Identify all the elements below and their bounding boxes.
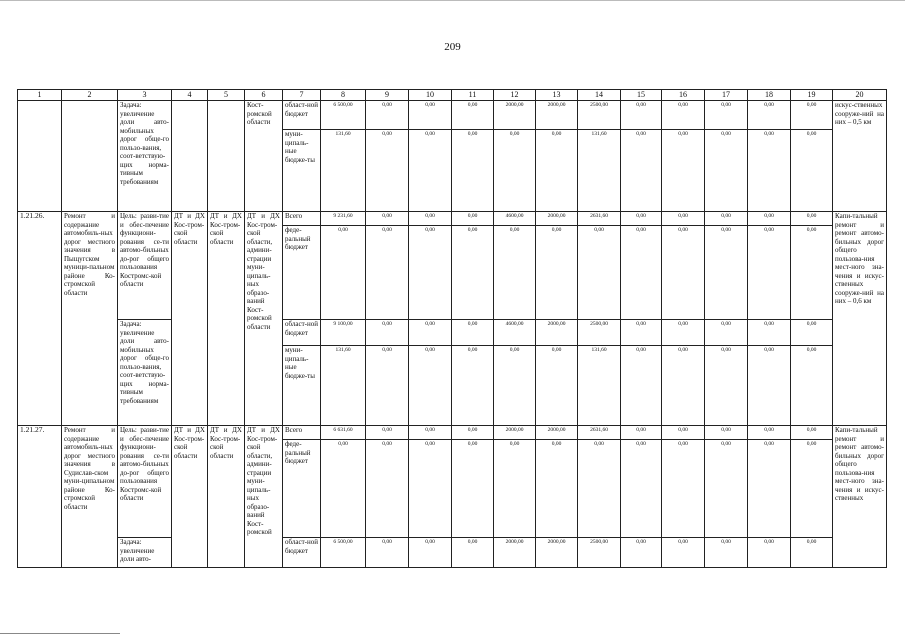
value-cell: 0,00: [366, 226, 409, 320]
value-cell: 0,00: [536, 226, 578, 320]
value-cell: 0,00: [536, 346, 578, 426]
row-code: 1.21.27.: [18, 426, 62, 568]
value-cell: 0,00: [409, 226, 452, 320]
value-cell: 0,00: [452, 226, 494, 320]
value-cell: 0,00: [452, 130, 494, 212]
value-cell: 0,00: [621, 346, 662, 426]
header-col-4: 4: [172, 90, 208, 101]
value-cell: 2000,00: [536, 538, 578, 568]
value-cell: 2000,00: [494, 101, 536, 130]
value-cell: 0,00: [536, 440, 578, 538]
header-col-5: 5: [208, 90, 245, 101]
value-cell: 2500,00: [578, 101, 621, 130]
value-cell: 0,00: [494, 130, 536, 212]
value-cell: 2000,00: [536, 320, 578, 346]
value-cell: 0,00: [621, 320, 662, 346]
header-col-19: 19: [791, 90, 833, 101]
header-col-10: 10: [409, 90, 452, 101]
header-col-6: 6: [245, 90, 283, 101]
value-cell: 2000,00: [494, 538, 536, 568]
value-cell: 2000,00: [536, 426, 578, 440]
task-cell: Задача: увеличение доли авто-мобильных дорог обще-го пользо-вания, соот-ветствую-щих норма-тивным требованиям: [118, 101, 172, 212]
header-col-13: 13: [536, 90, 578, 101]
value-cell: 0,00: [452, 346, 494, 426]
value-cell: 0,00: [366, 440, 409, 538]
source-cell: Всего: [283, 426, 321, 440]
table-row: [18, 426, 887, 440]
source-cell: Всего: [283, 212, 321, 226]
value-cell: 0,00: [494, 226, 536, 320]
header-col-11: 11: [452, 90, 494, 101]
value-cell: 0,00: [409, 440, 452, 538]
table-row: [18, 538, 887, 568]
value-cell: 0,00: [662, 320, 705, 346]
header-col-16: 16: [662, 90, 705, 101]
value-cell: 0,00: [366, 320, 409, 346]
value-cell: 0,00: [791, 320, 833, 346]
scan-footnote-line: [0, 633, 120, 634]
value-cell: 0,00: [621, 538, 662, 568]
page-number: 209: [444, 41, 461, 53]
value-cell: 0,00: [705, 101, 748, 130]
goal-cell: Цель: разви-тие и обес-печение функциони-рования се-ти автомо-бильных до-рог общего пользования Костромс-кой области: [118, 212, 172, 320]
value-cell: 0,00: [578, 226, 621, 320]
value-cell: 0,00: [748, 101, 791, 130]
value-cell: 0,00: [791, 130, 833, 212]
value-cell: 0,00: [662, 426, 705, 440]
value-cell: 0,00: [705, 212, 748, 226]
row-name: Ремонт и содержание автомобиль-ных дорог местного значения в Судислав-ском муни-ципальном районе Ко-стромской области: [62, 426, 118, 568]
value-cell: 2000,00: [494, 426, 536, 440]
value-cell: 0,00: [748, 440, 791, 538]
value-cell: 0,00: [705, 320, 748, 346]
exec-cell: ДТ и ДХ Кос-тром-ской области, админи-страции муни-ципаль-ных образо-ваний Кост-ромской: [245, 426, 283, 568]
header-col-7: 7: [283, 90, 321, 101]
value-cell: 0,00: [662, 226, 705, 320]
value-cell: 0,00: [621, 101, 662, 130]
result-cell: Капи-тальный ремонт и ремонт автомо-бильных дорог общего пользова-ния мест-ного зна-чения и искус-ственных: [833, 426, 887, 568]
value-cell: 0,00: [705, 538, 748, 568]
exec-cell: ДТ и ДХ Кос-тром-ской области: [208, 212, 245, 426]
value-cell: 0,00: [748, 226, 791, 320]
source-cell: муни-ципаль-ные бюдже-ты: [283, 130, 321, 212]
value-cell: 0,00: [748, 538, 791, 568]
value-cell: 0,00: [662, 346, 705, 426]
value-cell: 0,00: [409, 320, 452, 346]
value-cell: 0,00: [791, 226, 833, 320]
value-cell: 0,00: [748, 346, 791, 426]
value-cell: 0,00: [409, 130, 452, 212]
value-cell: 0,00: [748, 426, 791, 440]
value-cell: 0,00: [662, 440, 705, 538]
value-cell: 0,00: [791, 426, 833, 440]
value-cell: 131,60: [321, 346, 366, 426]
value-cell: 0,00: [409, 426, 452, 440]
exec-cell-empty: [172, 101, 208, 212]
header-col-3: 3: [118, 90, 172, 101]
value-cell: 0,00: [791, 212, 833, 226]
value-cell: 0,00: [366, 426, 409, 440]
header-col-17: 17: [705, 90, 748, 101]
budget-table: [17, 89, 887, 568]
value-cell: 6 500,00: [321, 101, 366, 130]
result-cell: Капи-тальный ремонт и ремонт автомо-бильных дорог общего пользова-ния мест-ного зна-чения и искус-ственных сооруже-ний на них – 0,6 км: [833, 212, 887, 426]
value-cell: 2631,60: [578, 212, 621, 226]
value-cell: 4600,00: [494, 212, 536, 226]
value-cell: 0,00: [791, 440, 833, 538]
value-cell: 0,00: [409, 538, 452, 568]
value-cell: 0,00: [409, 212, 452, 226]
value-cell: 0,00: [621, 440, 662, 538]
source-cell: феде-ральный бюджет: [283, 440, 321, 538]
value-cell: 0,00: [366, 130, 409, 212]
row-code: 1.21.26.: [18, 212, 62, 426]
value-cell: 0,00: [621, 130, 662, 212]
value-cell: 4600,00: [494, 320, 536, 346]
value-cell: 0,00: [621, 426, 662, 440]
value-cell: 0,00: [494, 346, 536, 426]
value-cell: 0,00: [452, 101, 494, 130]
value-cell: 0,00: [748, 130, 791, 212]
value-cell: 0,00: [452, 426, 494, 440]
value-cell: 2000,00: [536, 212, 578, 226]
value-cell: 0,00: [409, 101, 452, 130]
value-cell: 0,00: [366, 212, 409, 226]
result-cell: искус-ственных сооруже-ний на них – 0,5 км: [833, 101, 887, 212]
value-cell: 0,00: [662, 212, 705, 226]
value-cell: 0,00: [321, 440, 366, 538]
value-cell: 0,00: [321, 226, 366, 320]
table-row: [18, 101, 887, 130]
header-col-9: 9: [366, 90, 409, 101]
exec-cell: ДТ и ДХ Кос-тром-ской области: [172, 212, 208, 426]
value-cell: 0,00: [452, 538, 494, 568]
value-cell: 0,00: [452, 212, 494, 226]
value-cell: 6 500,00: [321, 538, 366, 568]
value-cell: 0,00: [366, 538, 409, 568]
exec-cell: ДТ и ДХ Кос-тром-ской области, админи-страции муни-ципаль-ных образо-ваний Кост-ромской области: [245, 212, 283, 426]
value-cell: 0,00: [705, 440, 748, 538]
value-cell: 2500,00: [578, 320, 621, 346]
source-cell: феде-ральный бюджет: [283, 226, 321, 320]
exec-cell: ДТ и ДХ Кос-тром-ской области: [208, 426, 245, 568]
source-cell: област-ной бюджет: [283, 320, 321, 346]
value-cell: 0,00: [791, 101, 833, 130]
value-cell: 0,00: [662, 101, 705, 130]
header-row: [18, 90, 887, 101]
value-cell: 0,00: [748, 212, 791, 226]
source-cell: област-ной бюджет: [283, 538, 321, 568]
source-cell: муни-ципаль-ные бюдже-ты: [283, 346, 321, 426]
value-cell: 0,00: [621, 212, 662, 226]
value-cell: 0,00: [791, 346, 833, 426]
row-name: Ремонт и содержание автомобиль-ных дорог местного значения в Пыщугском муници-пальном районе Ко-стромской области: [62, 212, 118, 426]
value-cell: 0,00: [578, 440, 621, 538]
value-cell: 0,00: [366, 101, 409, 130]
value-cell: 0,00: [705, 130, 748, 212]
value-cell: 0,00: [621, 226, 662, 320]
header-col-1: 1: [18, 90, 62, 101]
goal-cell: Цель: разви-тие и обес-печение функциони-рования се-ти автомо-бильных до-рог общего пользования Костромс-кой области: [118, 426, 172, 538]
value-cell: 0,00: [494, 440, 536, 538]
value-cell: 0,00: [452, 320, 494, 346]
header-col-15: 15: [621, 90, 662, 101]
value-cell: 131,60: [578, 346, 621, 426]
value-cell: 0,00: [662, 130, 705, 212]
exec-cell: Кост-ромской области: [245, 101, 283, 212]
table-row: [18, 212, 887, 226]
exec-cell: ДТ и ДХ Кос-тром-ской области: [172, 426, 208, 568]
table-row: [18, 320, 887, 346]
code-cell-empty: [18, 101, 62, 212]
name-cell-empty: [62, 101, 118, 212]
value-cell: 0,00: [366, 346, 409, 426]
value-cell: 9 100,00: [321, 320, 366, 346]
value-cell: 2500,00: [578, 538, 621, 568]
value-cell: 0,00: [452, 440, 494, 538]
source-cell: област-ной бюджет: [283, 101, 321, 130]
exec-cell-empty: [208, 101, 245, 212]
header-col-8: 8: [321, 90, 366, 101]
value-cell: 0,00: [705, 226, 748, 320]
value-cell: 0,00: [748, 320, 791, 346]
header-col-14: 14: [578, 90, 621, 101]
header-col-12: 12: [494, 90, 536, 101]
value-cell: 2000,00: [536, 101, 578, 130]
value-cell: 0,00: [705, 426, 748, 440]
value-cell: 0,00: [791, 538, 833, 568]
value-cell: 2631,60: [578, 426, 621, 440]
value-cell: 0,00: [705, 346, 748, 426]
value-cell: 131,60: [321, 130, 366, 212]
header-col-2: 2: [62, 90, 118, 101]
value-cell: 0,00: [662, 538, 705, 568]
value-cell: 9 231,60: [321, 212, 366, 226]
header-col-18: 18: [748, 90, 791, 101]
value-cell: 0,00: [409, 346, 452, 426]
task-cell: Задача: увеличение доли авто-: [118, 538, 172, 568]
header-col-20: 20: [833, 90, 887, 101]
task-cell: Задача: увеличение доли авто-мобильных дорог обще-го пользо-вания, соот-ветствую-щих норма-тивным требованиям: [118, 320, 172, 426]
value-cell: 0,00: [536, 130, 578, 212]
scan-top-edge: [0, 0, 905, 1]
value-cell: 6 631,60: [321, 426, 366, 440]
value-cell: 131,60: [578, 130, 621, 212]
